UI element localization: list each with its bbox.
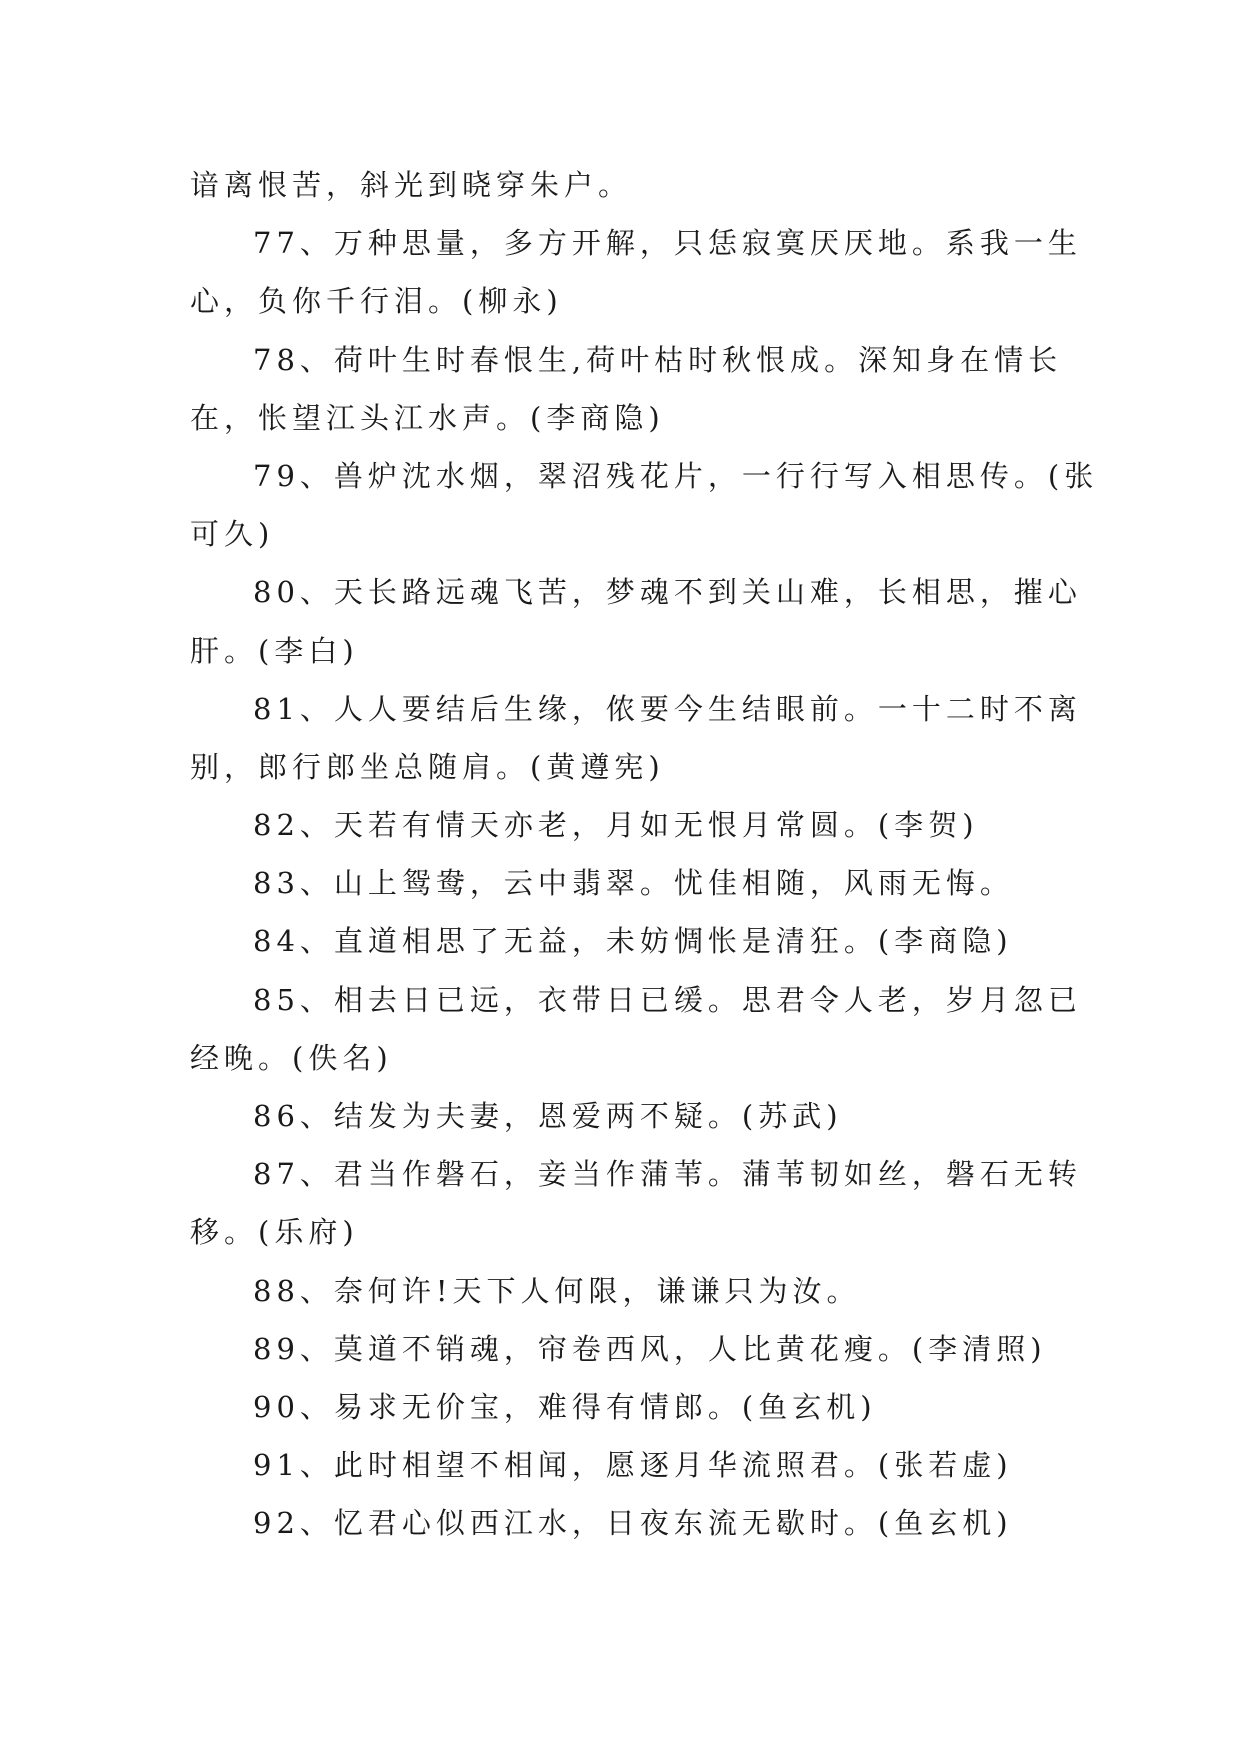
document-page xyxy=(190,156,1099,1553)
text-line: 78、荷叶生时春恨生,荷叶枯时秋恨成。深知身在情长 xyxy=(253,342,1063,377)
text-line: 83、山上鸳鸯，云中翡翠。忧佳相随，风雨无悔。 xyxy=(253,866,1014,901)
text-line: 82、天若有情天亦老，月如无恨月常圆。(李贺) xyxy=(253,808,979,843)
text-line: 可久) xyxy=(190,517,275,552)
text-line: 经晚。(佚名) xyxy=(190,1040,393,1075)
text-line: 谙离恨苦，斜光到晓穿朱户。 xyxy=(190,168,633,202)
text-line: 81、人人要结后生缘，侬要今生结眼前。一十二时不离 xyxy=(253,691,1082,726)
text-line: 87、君当作磐石，妾当作蒲苇。蒲苇韧如丝，磐石无转 xyxy=(253,1157,1082,1192)
text-line: 77、万种思量，多方开解，只恁寂寞厌厌地。系我一生 xyxy=(253,226,1082,261)
text-line: 88、奈何许!天下人何限，谦谦只为汝。 xyxy=(253,1273,861,1308)
text-line: 80、天长路远魂飞苦，梦魂不到关山难，长相思，摧心 xyxy=(253,575,1082,610)
text-line: 79、兽炉沈水烟，翠沼残花片，一行行写入相思传。(张 xyxy=(253,458,1099,493)
text-line: 90、易求无价宝，难得有情郎。(鱼玄机) xyxy=(253,1389,877,1424)
text-line: 移。(乐府) xyxy=(190,1215,359,1250)
text-line: 92、忆君心似西江水，日夜东流无歇时。(鱼玄机) xyxy=(253,1506,1013,1541)
text-line: 91、此时相望不相闻，愿逐月华流照君。(张若虚) xyxy=(253,1448,1013,1483)
text-line: 心，负你千行泪。(柳永) xyxy=(190,284,563,319)
text-line: 86、结发为夫妻，恩爱两不疑。(苏武) xyxy=(253,1099,843,1133)
text-line: 在，怅望江头江水声。(李商隐) xyxy=(190,400,665,435)
text-line: 89、莫道不销魂，帘卷西风，人比黄花瘦。(李清照) xyxy=(253,1331,1047,1366)
text-line: 别，郎行郎坐总随肩。(黄遵宪) xyxy=(190,749,665,784)
text-line: 肝。(李白) xyxy=(190,633,359,668)
text-line: 84、直道相思了无益，未妨惆怅是清狂。(李商隐) xyxy=(253,924,1013,959)
text-line: 85、相去日已远，衣带日已缓。思君令人老，岁月忽已 xyxy=(253,982,1082,1017)
